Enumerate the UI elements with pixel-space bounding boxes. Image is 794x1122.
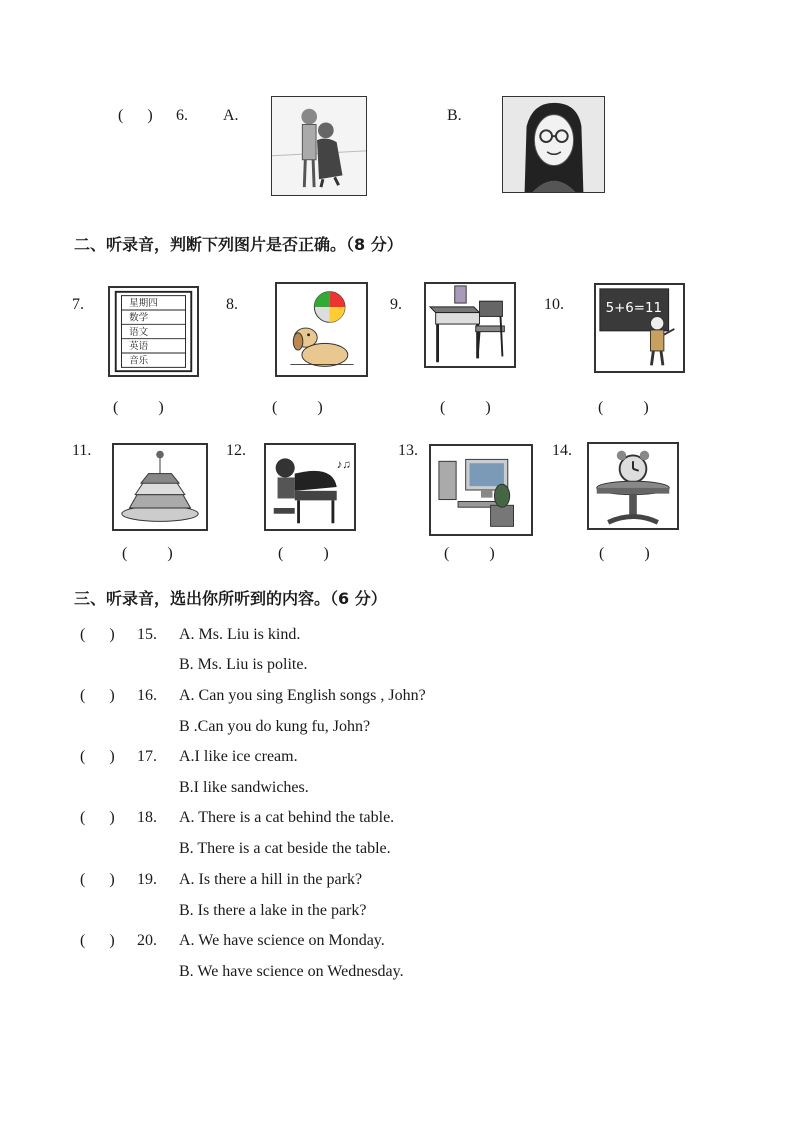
option-b-20: B. We have science on Wednesday. (179, 963, 404, 980)
two-people-icon (272, 97, 366, 195)
timetable-row-3: 语文 (129, 326, 149, 338)
two-people-picture (271, 96, 367, 196)
answer-paren-15[interactable]: ( ) (80, 626, 115, 643)
question-number-19: 19. (137, 871, 157, 888)
computer-icon (431, 446, 531, 534)
alarm-clock-table-icon (589, 444, 677, 528)
woman-glasses-icon (503, 97, 604, 192)
computer-picture (429, 444, 533, 536)
option-b-16: B .Can you do kung fu, John? (179, 718, 371, 735)
question-number-12: 12. (226, 442, 246, 459)
question-number-18: 18. (137, 809, 157, 826)
option-a-16: A. Can you sing English songs , John? (179, 687, 426, 704)
option-a-label: A. (223, 107, 239, 124)
question-number-8: 8. (226, 296, 238, 313)
dog-ball-icon (277, 284, 366, 375)
piano-picture (264, 443, 356, 531)
timetable-row-1: 星期四 (129, 298, 158, 310)
section-3-heading: 三、听录音，选出你所听到的内容。（6 分） (74, 589, 387, 608)
question-number-13: 13. (398, 442, 418, 459)
option-b-18: B. There is a cat beside the table. (179, 840, 391, 857)
answer-paren-16[interactable]: ( ) (80, 687, 115, 704)
answer-paren-18[interactable]: ( ) (80, 809, 115, 826)
option-b-15: B. Ms. Liu is polite. (179, 656, 308, 673)
question-number-20: 20. (137, 932, 157, 949)
timetable-row-5: 音乐 (129, 355, 149, 367)
timetable-row-2: 数学 (129, 312, 149, 324)
question-number-16: 16. (137, 687, 157, 704)
answer-paren-7[interactable]: ( ) (113, 399, 164, 416)
timetable-icon (110, 288, 197, 375)
option-a-18: A. There is a cat behind the table. (179, 809, 395, 826)
answer-paren-13[interactable]: ( ) (444, 545, 495, 562)
option-a-15: A. Ms. Liu is kind. (179, 626, 301, 643)
answer-paren-6[interactable]: ( ) (118, 107, 153, 124)
answer-paren-14[interactable]: ( ) (599, 545, 650, 562)
section-2-heading: 二、听录音，判断下列图片是否正确。（8 分） (74, 235, 403, 254)
option-b-17: B.I like sandwiches. (179, 779, 309, 796)
answer-paren-20[interactable]: ( ) (80, 932, 115, 949)
answer-paren-10[interactable]: ( ) (598, 399, 649, 416)
sandwich-picture (112, 443, 208, 531)
sandwich-icon (114, 445, 206, 529)
answer-paren-9[interactable]: ( ) (440, 399, 491, 416)
option-a-20: A. We have science on Monday. (179, 932, 385, 949)
answer-paren-8[interactable]: ( ) (272, 399, 323, 416)
answer-paren-12[interactable]: ( ) (278, 545, 329, 562)
option-b-label: B. (447, 107, 462, 124)
option-a-17: A.I like ice cream. (179, 748, 298, 765)
answer-paren-19[interactable]: ( ) (80, 871, 115, 888)
piano-icon (266, 445, 354, 529)
music-notes-icon: ♪♫ (336, 458, 352, 471)
woman-glasses-picture (502, 96, 605, 193)
teacher-blackboard-picture (594, 283, 685, 373)
alarm-clock-table-picture (587, 442, 679, 530)
option-b-19: B. Is there a lake in the park? (179, 902, 367, 919)
question-number-14: 14. (552, 442, 572, 459)
answer-paren-11[interactable]: ( ) (122, 545, 173, 562)
desk-chair-icon (426, 284, 514, 366)
question-number-6: 6. (176, 107, 188, 124)
question-number-10: 10. (544, 296, 564, 313)
question-number-9: 9. (390, 296, 402, 313)
blackboard-equation: 5+6=11 (605, 300, 662, 316)
question-number-17: 17. (137, 748, 157, 765)
timetable-row-4: 英语 (129, 341, 149, 353)
option-a-19: A. Is there a hill in the park? (179, 871, 363, 888)
desk-chair-picture (424, 282, 516, 368)
question-number-7: 7. (72, 296, 84, 313)
question-number-11: 11. (72, 442, 92, 459)
dog-ball-picture (275, 282, 368, 377)
timetable-picture (108, 286, 199, 377)
teacher-blackboard-icon (596, 285, 683, 371)
answer-paren-17[interactable]: ( ) (80, 748, 115, 765)
question-number-15: 15. (137, 626, 157, 643)
